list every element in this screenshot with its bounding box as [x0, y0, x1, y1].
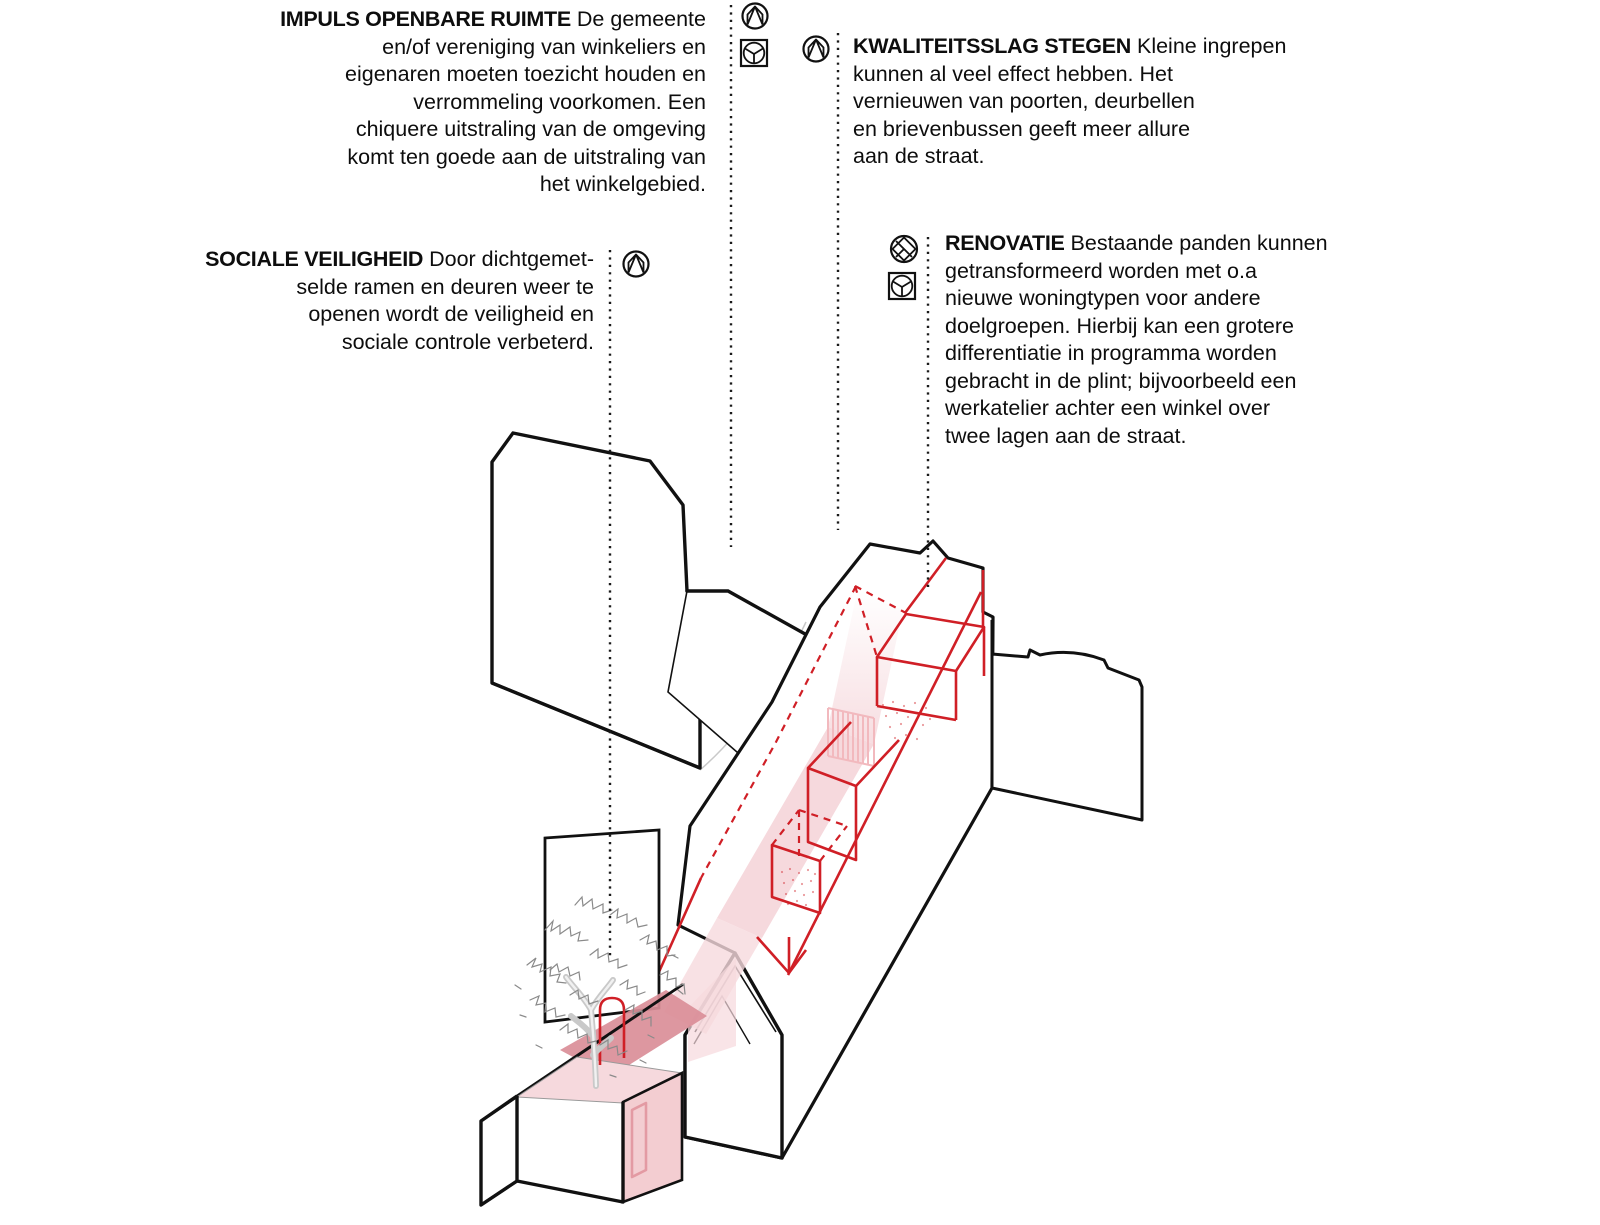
annotation-lead: SOCIALE VEILIGHEID: [205, 247, 424, 271]
annotation-text: De gemeente: [576, 7, 706, 31]
annotation-line: en brievenbussen geeft meer allure: [853, 116, 1191, 141]
annotation-lead: IMPULS OPENBARE RUIMTE: [280, 7, 571, 31]
annotation-line: eigenaren moeten toezicht houden en: [345, 62, 706, 86]
alley-gate-circle-icon: [743, 4, 768, 29]
legend-icons: [624, 4, 918, 300]
annotation-line: verrommeling voorkomen. Een: [413, 89, 706, 114]
annotation-line: chiquere uitstraling van de omgeving: [355, 117, 706, 141]
tripartite-circle-square-icon: [889, 273, 915, 299]
annotation-line: en/of vereniging van winkeliers en: [382, 34, 706, 59]
annotation-line: selde ramen en deuren weer te: [296, 274, 594, 299]
annotation-line: nieuwe woningtypen voor andere: [945, 286, 1261, 310]
annotation-lead: KWALITEITSSLAG STEGEN: [853, 34, 1131, 58]
annotation-line: vernieuwen van poorten, deurbellen: [853, 89, 1195, 113]
diamond-facet-circle-icon: [891, 236, 917, 262]
annotation-line: komt ten goede aan de uitstraling van: [347, 144, 706, 169]
annotation-lead: RENOVATIE: [945, 231, 1065, 255]
annotation-text: Bestaande panden kunnen: [1070, 231, 1328, 255]
courtyard-box: [481, 1057, 682, 1205]
alley-gate-circle-icon: [804, 37, 829, 62]
tripartite-circle-square-icon: [741, 40, 767, 66]
annotation-line: kunnen al veel effect hebben. Het: [853, 61, 1173, 86]
annotation-line: sociale controle verbeterd.: [341, 329, 594, 354]
annotation-text: Kleine ingrepen: [1136, 34, 1287, 58]
annotation-line: openen wordt de veiligheid en: [308, 302, 594, 326]
facade-panel-east: [992, 620, 1142, 820]
annotation-line: differentiatie in programma worden: [945, 341, 1277, 365]
annotation-line: twee lagen aan de straat.: [945, 423, 1187, 448]
annotation-text: Door dichtgemet-: [429, 247, 594, 271]
annotation-line: het winkelgebied.: [539, 172, 706, 196]
building-block-northwest: [492, 433, 700, 768]
annotation-line: aan de straat.: [853, 144, 985, 168]
alley-gate-circle-icon: [624, 252, 649, 277]
annotation-line: werkatelier achter een winkel over: [945, 396, 1271, 420]
annotation-line: gebracht in de plint; bijvoorbeeld een: [945, 368, 1297, 393]
annotation-line: getransformeerd worden met o.a: [945, 258, 1257, 283]
annotation-line: doelgroepen. Hierbij kan een grotere: [945, 313, 1295, 338]
